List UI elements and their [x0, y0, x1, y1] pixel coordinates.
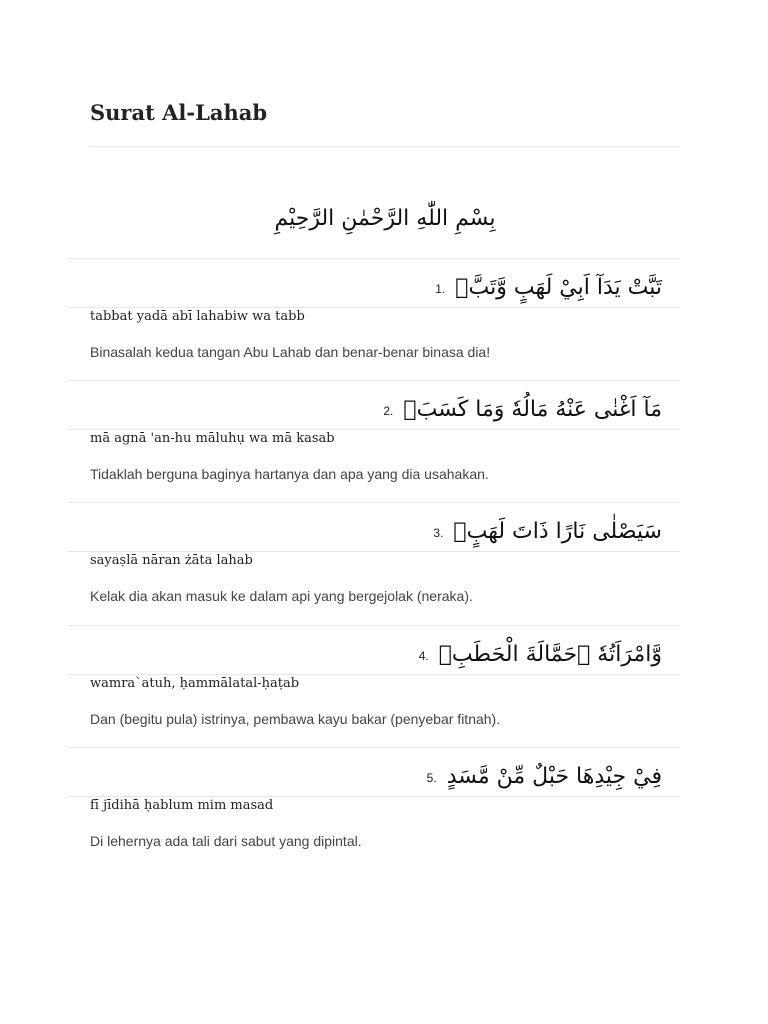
divider	[68, 307, 680, 308]
divider	[68, 380, 680, 381]
verse-arabic: سَيَصْلٰى نَارًا ذَاتَ لَهَبٍۙ	[453, 519, 662, 544]
verse-arabic: وَّامْرَاَتُهٗ ۗحَمَّالَةَ الْحَطَبِۚ	[438, 642, 662, 667]
verse-translation: Tidaklah berguna baginya hartanya dan apa yang dia usahakan.	[90, 466, 489, 482]
divider	[68, 502, 680, 503]
divider	[68, 258, 680, 259]
verse-arabic: مَآ اَغْنٰى عَنْهُ مَالُهٗ وَمَا كَسَبَۗ	[403, 397, 662, 422]
divider	[68, 625, 680, 626]
verse-arabic-row	[68, 262, 662, 300]
divider	[90, 146, 680, 147]
divider	[68, 674, 680, 675]
divider	[68, 747, 680, 748]
verse-translation: Kelak dia akan masuk ke dalam api yang bergejolak (neraka).	[90, 588, 473, 604]
divider	[68, 551, 680, 552]
verse-arabic-row	[68, 506, 662, 544]
verse-transliteration: wamra`atuh, ḥammālatal-ḥaṭab	[90, 676, 300, 691]
verse-translation: Dan (begitu pula) istrinya, pembawa kayu bakar (penyebar fitnah).	[90, 711, 501, 727]
verse-number: 5.	[426, 771, 437, 785]
verse-arabic-row	[68, 629, 662, 667]
verse-number: 3.	[433, 526, 444, 540]
verse-number: 4.	[418, 649, 429, 663]
verse-number: 1.	[435, 282, 446, 296]
verse-number: 2.	[383, 404, 394, 418]
verse-arabic-row	[68, 751, 662, 789]
bismillah: بِسْمِ اللّٰهِ الرَّحْمٰنِ الرَّحِيْمِ	[274, 206, 496, 231]
verse-arabic-row	[68, 384, 662, 422]
verse-transliteration: mā agnā 'an-hu māluhụ wa mā kasab	[90, 431, 335, 446]
divider	[68, 429, 680, 430]
verse-translation: Di lehernya ada tali dari sabut yang dipintal.	[90, 833, 362, 849]
verse-transliteration: tabbat yadā abī lahabiw wa tabb	[90, 309, 305, 324]
page-title: Surat Al-Lahab	[90, 100, 268, 125]
verse-transliteration: fī jīdihā ḥablum mim masad	[90, 798, 274, 813]
verse-translation: Binasalah kedua tangan Abu Lahab dan benar-benar binasa dia!	[90, 344, 491, 360]
verse-arabic: تَبَّتْ يَدَآ اَبِيْ لَهَبٍ وَّتَبَّۗ	[455, 275, 662, 300]
divider	[68, 796, 680, 797]
verse-transliteration: sayaṣlā nāran żāta lahab	[90, 553, 253, 568]
verse-arabic: فِيْ جِيْدِهَا حَبْلٌ مِّنْ مَّسَدٍ	[446, 764, 662, 789]
